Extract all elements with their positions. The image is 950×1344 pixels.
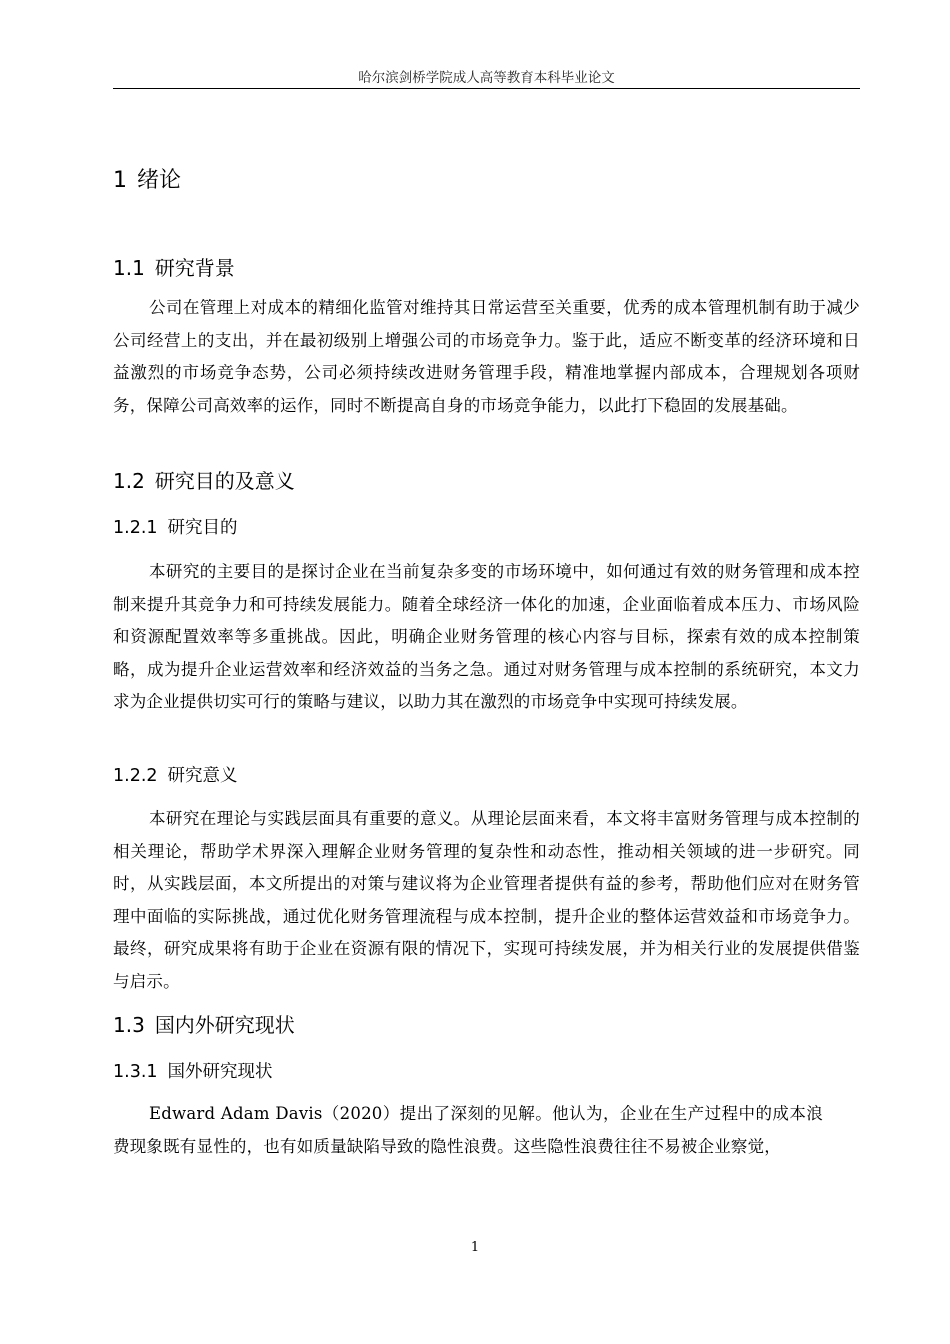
page-number: 1 bbox=[470, 1240, 480, 1255]
section-number: 1.2 bbox=[113, 469, 145, 493]
subsection-heading-1-3-1 bbox=[113, 1058, 273, 1083]
paragraph-research-significance: 本研究在理论与实践层面具有重要的意义。从理论层面来看，本文将丰富财务管理与成本控制的相关理论，帮助学术界深入理解企业财务管理的复杂性和动态性，推动相关领域的进一步研究。同时，从实践层面，本文所提出的对策与建议将为企业管理者提供有益的参考，帮助他们应对在财务管理中面临的实际挑战，通过优化财务管理流程与成本控制，提升企业的整体运营效益和市场竞争力。最终，研究成果将有助于企业在资源有限的情况下，实现可持续发展，并为相关行业的发展提供借鉴与启示。 bbox=[113, 809, 860, 991]
chapter-number: 1 bbox=[113, 168, 127, 193]
subsection-title: 研究意义 bbox=[167, 766, 238, 786]
section-title: 研究背景 bbox=[154, 256, 235, 280]
subsection-number: 1.2.2 bbox=[113, 766, 158, 786]
section-title: 国内外研究现状 bbox=[154, 1013, 295, 1037]
subsection-number: 1.3.1 bbox=[113, 1062, 158, 1082]
section-heading-1-3 bbox=[113, 1009, 295, 1038]
subsection-title: 研究目的 bbox=[167, 518, 238, 538]
paragraph-research-purpose: 本研究的主要目的是探讨企业在当前复杂多变的市场环境中，如何通过有效的财务管理和成本控制来提升其竞争力和可持续发展能力。随着全球经济一体化的加速，企业面临着成本压力、市场风险和资源配置效率等多重挑战。因此，明确企业财务管理的核心内容与目标，探索有效的成本控制策略，成为提升企业运营效率和经济效益的当务之急。通过对财务管理与成本控制的系统研究，本文力求为企业提供切实可行的策略与建议，以助力其在激烈的市场竞争中实现可持续发展。 bbox=[113, 562, 860, 711]
paragraph-foreign-research: Edward Adam Davis（2020）提出了深刻的见解。他认为，企业在生产过程中的成本浪费现象既有显性的，也有如质量缺陷导致的隐性浪费。这些隐性浪费往往不易被企业察觉， bbox=[113, 1104, 823, 1156]
subsection-heading-1-2-2 bbox=[113, 762, 238, 787]
header-rule bbox=[113, 88, 860, 89]
section-number: 1.1 bbox=[113, 256, 145, 280]
section-heading-1-2 bbox=[113, 465, 295, 494]
paragraph-research-background: 公司在管理上对成本的精细化监管对维持其日常运营至关重要，优秀的成本管理机制有助于减少公司经营上的支出，并在最初级别上增强公司的市场竞争力。鉴于此，适应不断变革的经济环境和日益激烈的市场竞争态势，公司必须持续改进财务管理手段，精准地掌握内部成本，合理规划各项财务，保障公司高效率的运作，同时不断提高自身的市场竞争能力，以此打下稳固的发展基础。 bbox=[113, 298, 860, 415]
section-number: 1.3 bbox=[113, 1013, 145, 1037]
section-title: 研究目的及意义 bbox=[154, 469, 295, 493]
chapter-heading bbox=[113, 163, 181, 194]
subsection-number: 1.2.1 bbox=[113, 518, 158, 538]
subsection-title: 国外研究现状 bbox=[167, 1062, 273, 1082]
subsection-heading-1-2-1 bbox=[113, 514, 238, 539]
header-title: 哈尔滨剑桥学院成人高等教育本科毕业论文 bbox=[358, 70, 615, 86]
section-heading-1-1 bbox=[113, 252, 235, 281]
chapter-title: 绪论 bbox=[137, 168, 182, 193]
